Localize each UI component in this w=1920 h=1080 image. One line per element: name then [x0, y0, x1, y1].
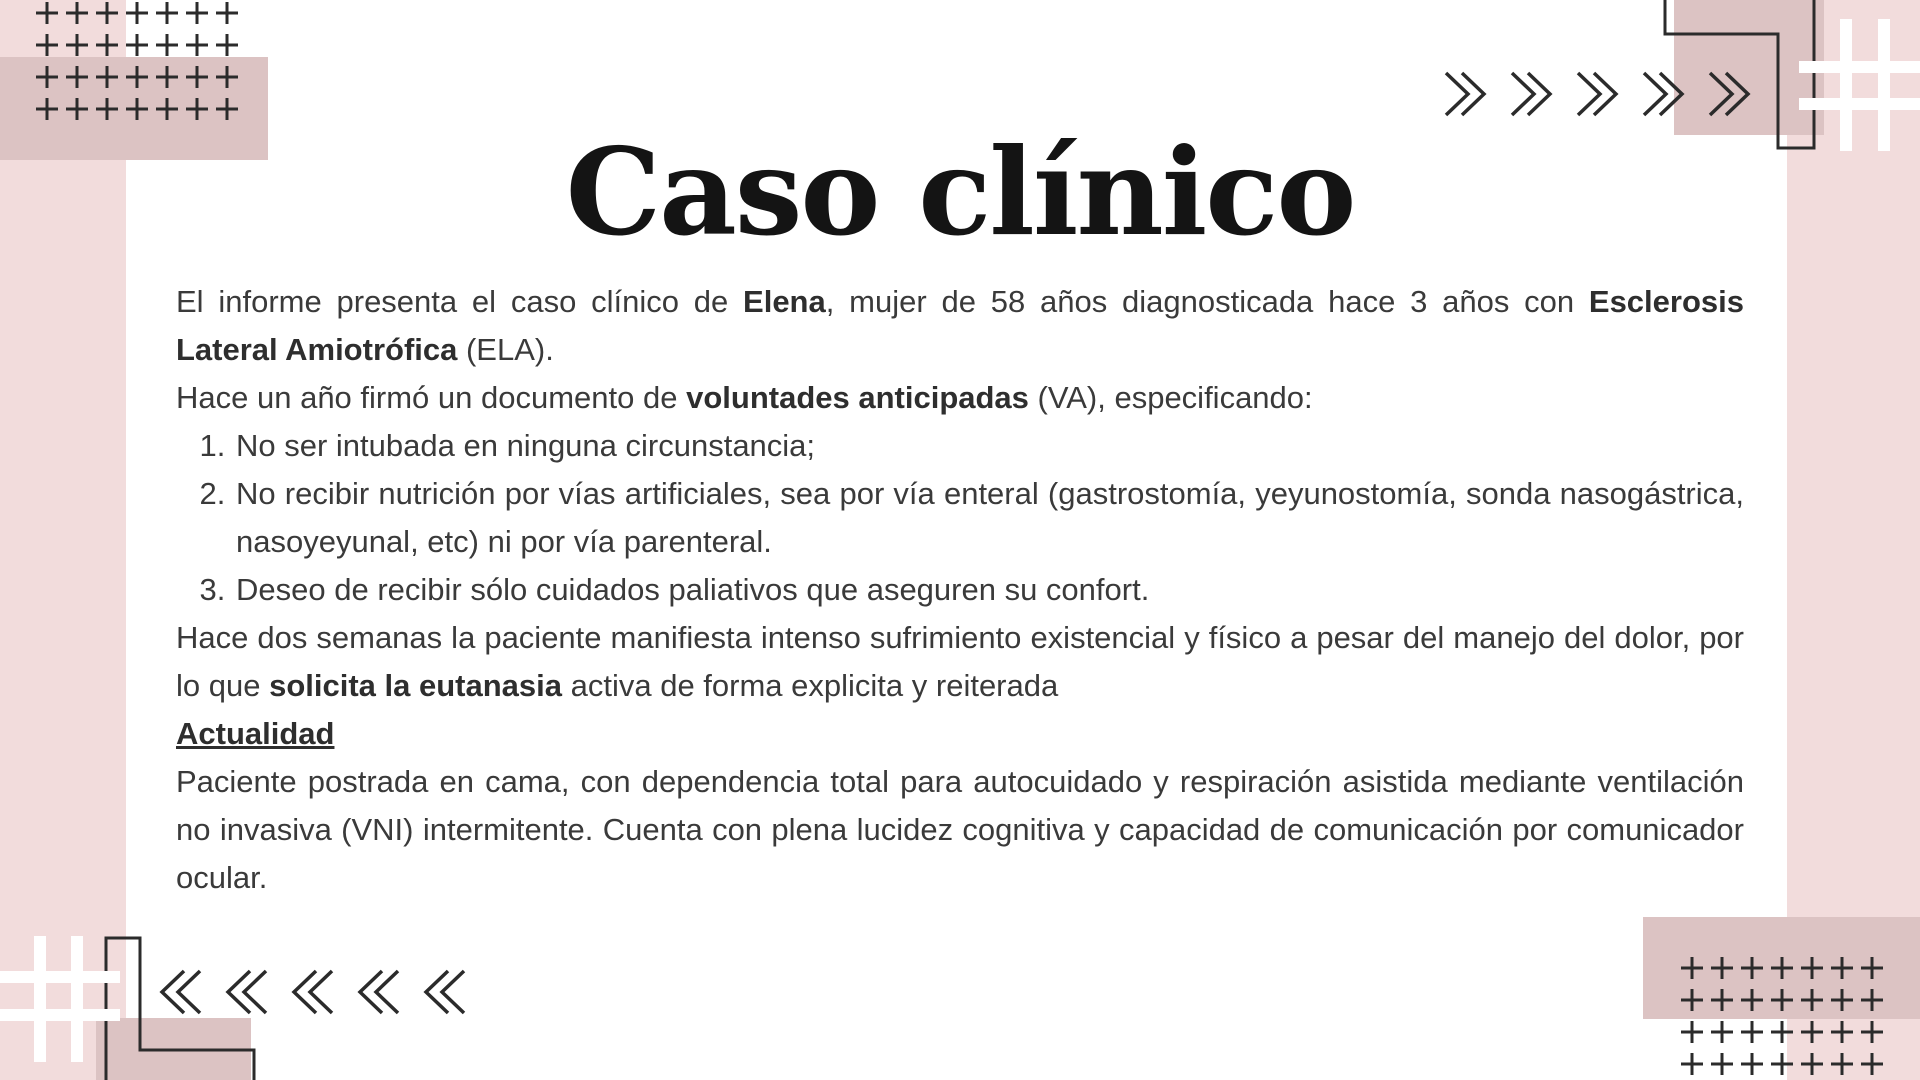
plus-grid-bottom-right-icon [1681, 957, 1883, 1075]
hash-bottom-left-icon [0, 942, 114, 1056]
patient-name: Elena [743, 284, 826, 319]
wishes-list [176, 422, 1744, 614]
request-term: solicita la eutanasia [269, 668, 562, 703]
case-body [176, 278, 1744, 902]
va-term: voluntades anticipadas [686, 380, 1029, 415]
intro-text-3: (ELA). [457, 332, 554, 367]
diagnosis: Esclerosis Lateral Amiotrófica [176, 284, 1744, 367]
chevrons-left-icon [162, 971, 464, 1013]
list-item: 1. No ser intubada en ninguna circunstancia; [234, 422, 1744, 470]
page-title: Caso clínico [565, 122, 1355, 263]
intro-paragraph [176, 278, 1744, 374]
va-paragraph [176, 374, 1744, 422]
chevrons-right-icon [1446, 73, 1748, 115]
request-text-2: activa de forma explicita y reiterada [562, 668, 1059, 703]
list-item: 2. No recibir nutrición por vías artificiales, sea por vía enteral (gastrostomía, yeyunostomía, sonda nasogástrica, nasoyeyunal, etc) ni por vía parenteral. [234, 470, 1744, 566]
va-text-2: (VA), especificando: [1028, 380, 1313, 415]
plus-grid-top-left-icon [36, 2, 238, 120]
list-item: 3. Deseo de recibir sólo cuidados paliativos que aseguren su confort. [234, 566, 1744, 614]
intro-text-1: El informe presenta el caso clínico de [176, 284, 744, 319]
request-text-1: Hace dos semanas la paciente manifiesta intenso sufrimiento existencial y físico a pesar del manejo del dolor, por lo que [176, 620, 1744, 703]
current-paragraph: Paciente postrada en cama, con dependencia total para autocuidado y respiración asistida mediante ventilación no invasiva (VNI) intermitente. Cuenta con plena lucidez cognitiva y capacidad de comunicación por comunicador ocular. [176, 764, 1744, 895]
intro-text-2: , mujer de 58 años diagnosticada hace 3 años con [825, 284, 1589, 319]
current-heading: Actualidad [176, 716, 335, 751]
request-paragraph [176, 614, 1744, 710]
va-text-1: Hace un año firmó un documento de [176, 380, 687, 415]
